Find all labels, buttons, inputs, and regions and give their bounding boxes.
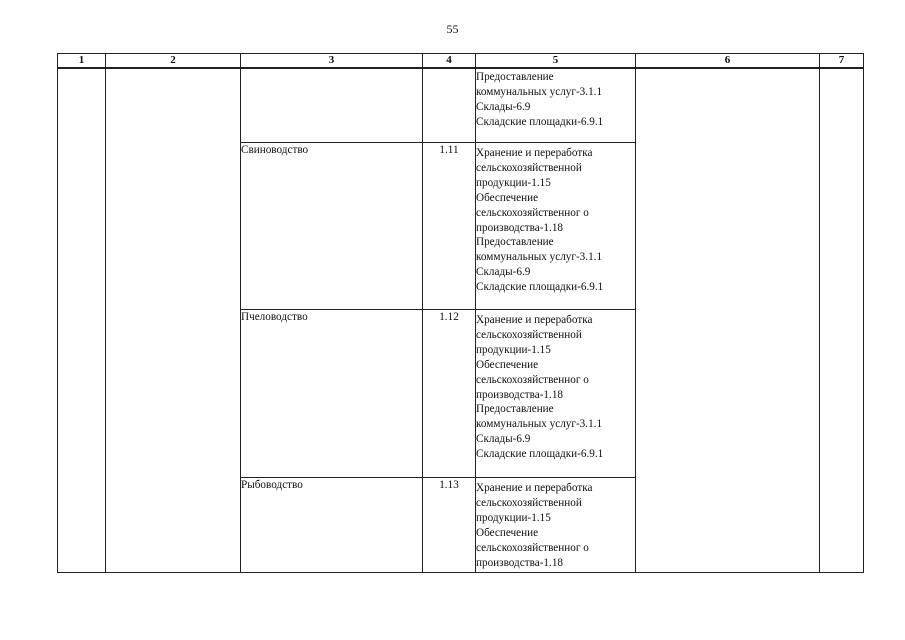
auxiliary-use: Обеспечение (476, 526, 539, 539)
auxiliary-use: сельскохозяйственной (476, 161, 582, 174)
auxiliary-use: коммунальных услуг-3.1.1 (476, 85, 603, 98)
header-col-4: 4 (423, 54, 476, 69)
header-row (58, 54, 864, 69)
use-code-cell: 1.12 (423, 310, 476, 478)
auxiliary-uses-cell (476, 478, 636, 573)
auxiliary-use: Предоставление (476, 71, 554, 83)
auxiliary-use: производства-1.18 (476, 388, 564, 401)
header-col-6: 6 (636, 54, 820, 69)
auxiliary-use: продукции-1.15 (476, 511, 551, 524)
table-row (58, 68, 864, 143)
auxiliary-use: сельскохозяйственной (476, 496, 582, 509)
auxiliary-use: Складские площадки-6.9.1 (476, 115, 604, 128)
auxiliary-use: Складские площадки-6.9.1 (476, 448, 604, 461)
use-code-cell: 1.13 (423, 478, 476, 573)
auxiliary-use: сельскохозяйственног о (476, 373, 589, 386)
auxiliary-use: Хранение и переработка (476, 147, 593, 159)
auxiliary-use: производства-1.18 (476, 556, 564, 569)
cell-col-1 (58, 68, 106, 573)
header-col-7: 7 (820, 54, 864, 69)
auxiliary-use: производства-1.18 (476, 221, 564, 234)
use-name-cell: Свиноводство (241, 143, 423, 310)
auxiliary-use: сельскохозяйственног о (476, 541, 589, 554)
auxiliary-use: коммунальных услуг-3.1.1 (476, 251, 603, 264)
land-use-table (57, 53, 864, 573)
header-col-5: 5 (476, 54, 636, 69)
auxiliary-use: Предоставление (476, 236, 554, 249)
auxiliary-use: Хранение и переработка (476, 314, 593, 326)
auxiliary-use: Склады-6.9 (476, 433, 531, 446)
use-name-cell: Рыбоводство (241, 478, 423, 573)
cell-col-6 (636, 68, 820, 573)
cell-col-7 (820, 68, 864, 573)
use-code-cell: 1.11 (423, 143, 476, 310)
auxiliary-use: продукции-1.15 (476, 176, 551, 189)
auxiliary-use: Хранение и переработка (476, 482, 593, 494)
auxiliary-use: Склады-6.9 (476, 100, 531, 113)
auxiliary-use: Обеспечение (476, 191, 539, 204)
auxiliary-uses-cell (476, 143, 636, 310)
header-col-3: 3 (241, 54, 423, 69)
auxiliary-use: Предоставление (476, 403, 554, 416)
header-col-1: 1 (58, 54, 106, 69)
use-name-cell: Пчеловодство (241, 310, 423, 478)
auxiliary-use: коммунальных услуг-3.1.1 (476, 418, 603, 431)
header-col-2: 2 (106, 54, 241, 69)
auxiliary-uses-cell (476, 310, 636, 478)
auxiliary-use: Склады-6.9 (476, 266, 531, 279)
auxiliary-use: продукции-1.15 (476, 343, 551, 356)
page-number: 55 (446, 22, 459, 36)
auxiliary-use: сельскохозяйственной (476, 328, 582, 341)
cell-col-2 (106, 68, 241, 573)
auxiliary-uses-cell (476, 68, 636, 143)
auxiliary-use: Складские площадки-6.9.1 (476, 281, 604, 294)
use-code-cell (423, 68, 476, 143)
use-name-cell (241, 68, 423, 143)
auxiliary-use: Обеспечение (476, 358, 539, 371)
auxiliary-use: сельскохозяйственног о (476, 206, 589, 219)
